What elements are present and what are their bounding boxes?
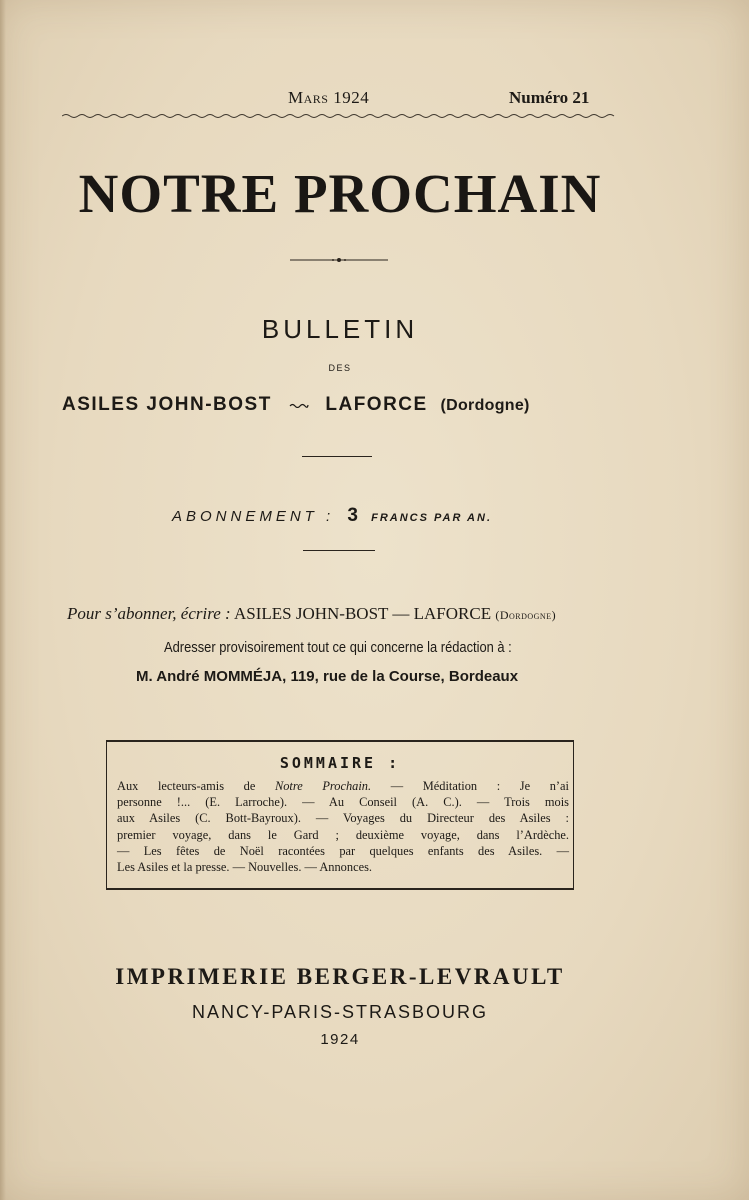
page-title: NOTRE PROCHAIN	[78, 163, 602, 224]
summary-text	[117, 778, 569, 875]
summary-line: personne !... (E. Larroche). — Au Conseil (A. C.). — Trois mois	[117, 795, 569, 810]
bulletin-heading: BULLETIN	[261, 314, 419, 344]
subscription-unit: FRANCS PAR AN.	[371, 512, 492, 524]
divider-rule	[303, 550, 375, 551]
subscribe-label: Pour s’abonner, écrire :	[67, 604, 231, 623]
subscribe-department: (Dordogne)	[495, 608, 557, 622]
des-label: DES	[328, 363, 352, 373]
summary-line	[117, 778, 569, 794]
editor-name: M. André MOMMÉJA,	[136, 668, 287, 685]
divider-rule	[302, 456, 372, 457]
printer-cities: NANCY-PARIS-STRASBOURG	[191, 1002, 489, 1022]
tilde-separator-icon	[289, 402, 309, 408]
publication-year: 1924	[320, 1031, 360, 1048]
summary-line: — Les fêtes de Noël racontées par quelques enfants des Asiles. —	[117, 843, 569, 858]
editorial-instruction: Adresser provisoirement tout ce qui concerne la rédaction à :	[164, 639, 512, 656]
summary-line-part: Aux lecteurs-amis de	[117, 779, 256, 793]
summary-line: premier voyage, dans le Gard ; deuxième voyage, dans l’Ardèche.	[117, 827, 569, 842]
title-ornament-rule	[290, 255, 388, 265]
institution-place: LAFORCE	[325, 394, 428, 415]
summary-box	[106, 740, 574, 890]
summary-line: aux Asiles (C. Bott-Bayroux). — Voyages du Directeur des Asiles :	[117, 811, 569, 826]
issue-date: Mars 1924	[288, 88, 370, 107]
subscription-line	[172, 505, 492, 527]
printer-name: IMPRIMERIE BERGER-LEVRAULT	[115, 964, 565, 989]
subscribe-instruction	[67, 604, 556, 624]
summary-line-part: — Méditation : Je n’ai	[390, 779, 569, 793]
wavy-rule-ornament	[62, 112, 618, 120]
institution-department: (Dordogne)	[440, 397, 530, 414]
subscription-amount: 3	[347, 505, 358, 526]
institution-name: ASILES JOHN-BOST	[62, 394, 272, 415]
summary-italic-title: Notre Prochain.	[274, 779, 372, 793]
institution-line	[62, 394, 530, 416]
subscription-label: ABONNEMENT :	[172, 508, 335, 525]
editor-street: 119, rue de la Course, Bordeaux	[290, 668, 519, 685]
summary-line: Les Asiles et la presse. — Nouvelles. — Annonces.	[117, 860, 372, 875]
subscribe-address: ASILES JOHN-BOST — LAFORCE	[234, 604, 492, 623]
editor-address	[136, 668, 518, 685]
summary-title: SOMMAIRE :	[279, 754, 401, 772]
issue-number: Numéro 21	[509, 88, 590, 107]
